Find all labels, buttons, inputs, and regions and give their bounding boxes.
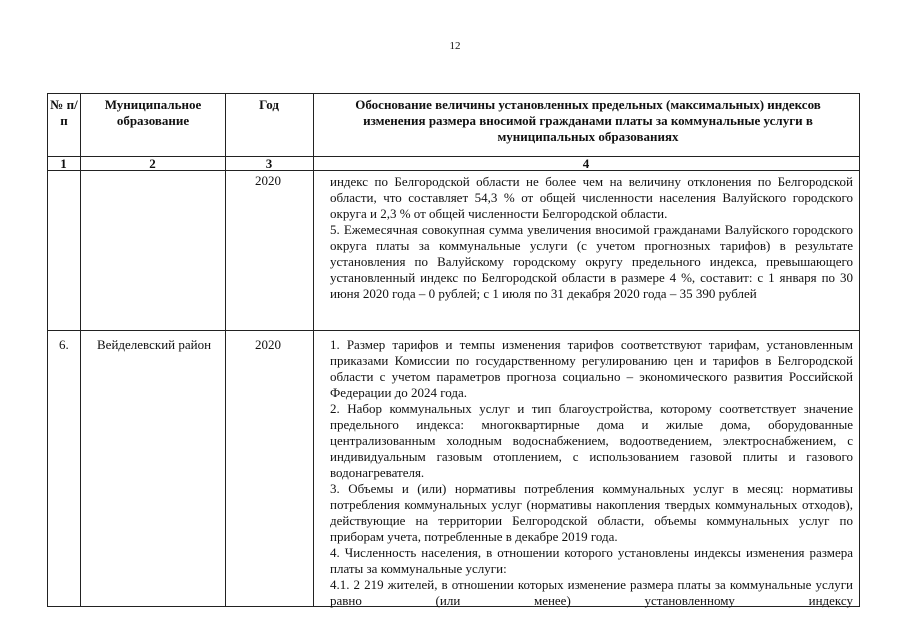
- row-1-paragraph-1: индекс по Белгородской области не более чем на величину отклонения по Белгородской области, что составляет 54,3 % от общей численности населения Валуйского городского округа и 2,3 % от общей численности Белгородской области.: [330, 174, 853, 221]
- column-number-3: 3: [265, 156, 273, 171]
- row-2-paragraph-5: 4.1. 2 219 жителей, в отношении которых изменение размера платы за коммунальные услуги равно (или менее) установленному индексу: [330, 577, 853, 608]
- column-number-1: 1: [60, 156, 67, 171]
- table-row-1-year: 2020: [255, 173, 281, 188]
- row-divider: [47, 330, 860, 331]
- row-2-paragraph-3: 3. Объемы и (или) нормативы потребления коммунальных услуг в месяц: нормативы потребления коммунальных услуг (нормативы накопления твердых коммунальных отходов), действующие на территории Белгородской области, объемы коммунальных услуг по приборам учета, потребленные в декабре 2019 года.: [330, 481, 853, 544]
- header-number: № п/п: [50, 97, 78, 128]
- table-border-top: [47, 93, 860, 94]
- page-number: 12: [449, 40, 461, 52]
- column-number-4: 4: [582, 156, 590, 171]
- table-row-2-year: 2020: [255, 337, 281, 352]
- table-row-2-municipality: Вейделевский район: [97, 337, 212, 352]
- row-2-paragraph-4: 4. Численность населения, в отношении которого установлены индексы изменения размера платы за коммунальные услуги:: [330, 545, 853, 576]
- row-2-paragraph-2: 2. Набор коммунальных услуг и тип благоустройства, которому соответствует значение предельного индекса: многоквартирные дома и жилые дома, оборудованные централизованным холодным водоснабжением, водоотведением, электроснабжением, с индивидуальным газовым отоплением, с использованием газовой плиты и газового водонагревателя.: [330, 401, 853, 480]
- header-municipality: Муниципальное образование: [104, 97, 202, 128]
- column-number-2: 2: [149, 156, 156, 171]
- row-1-paragraph-2: 5. Ежемесячная совокупная сумма увеличения вносимой гражданами Валуйского городского округа платы за коммунальные услуги (с учетом прогнозных тарифов) в результате установления по Валуйскому городскому округу предельного индекса, превышающего установленный индекс по Белгородской области в размере 4 %, составит: с 1 января по 30 июня 2020 года – 0 рублей; с 1 июля по 31 декабря 2020 года – 35 390 рублей: [330, 222, 853, 301]
- header-justification: Обоснование величины установленных предельных (максимальных) индексов изменения размера вносимой гражданами платы за коммунальные услуги в муниципальных образованиях: [355, 97, 821, 144]
- indices-table: [47, 93, 860, 607]
- table-row-2-number: 6.: [59, 337, 69, 352]
- table-row-1-justification: [330, 174, 853, 302]
- table-row-2-justification: [330, 337, 853, 609]
- row-2-paragraph-1: 1. Размер тарифов и темпы изменения тарифов соответствуют тарифам, установленным приказами Комиссии по государственному регулированию цен и тарифов в Белгородской области с учетом параметров прогноза социально – экономического развития Российской Федерации до 2024 года.: [330, 337, 853, 400]
- header-year-text: Год: [259, 97, 279, 112]
